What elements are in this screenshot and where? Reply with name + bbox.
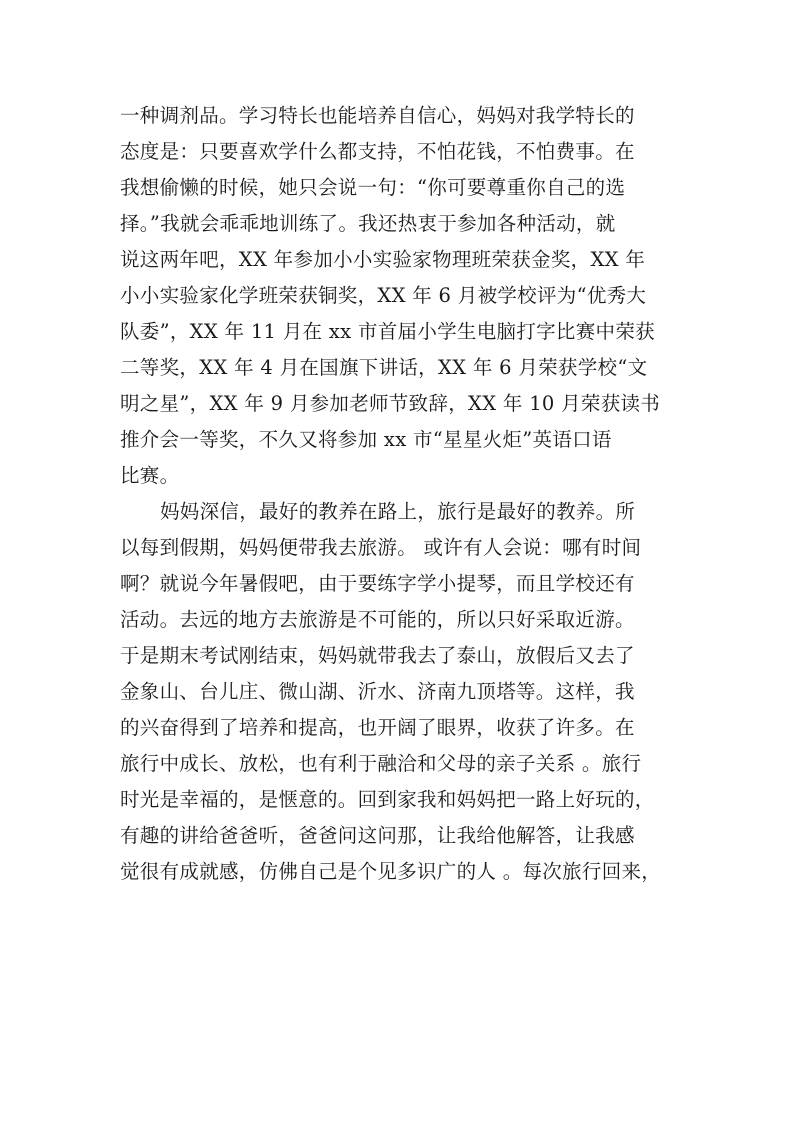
text-line: 一种调剂品。学习特长也能培养自信心，妈妈对我学特长的 xyxy=(120,104,635,127)
text-line: 觉很有成就感，仿佛自己是个见多识广的人 。每次旅行回来， xyxy=(120,860,662,883)
text-line: 态度是：只要喜欢学什么都支持，不怕花钱，不怕费事。在 xyxy=(120,140,635,163)
text-line: 比赛。 xyxy=(120,464,180,487)
text-line: 二等奖，XX 年 4 月在国旗下讲话，XX 年 6 月荣获学校“文 xyxy=(120,356,648,379)
text-line: 于是期末考试刚结束，妈妈就带我去了泰山，放假后又去了 xyxy=(120,644,635,667)
text-line: 我想偷懒的时候，她只会说一句：“你可要尊重你自己的选 xyxy=(120,176,626,199)
text-line: 的兴奋得到了培养和提高，也开阔了眼界，收获了许多。在 xyxy=(120,716,635,739)
text-line: 有趣的讲给爸爸听，爸爸问这问那，让我给他解答，让我感 xyxy=(120,824,635,847)
paragraph-first-line: 妈妈深信，最好的教养在路上，旅行是最好的教养。所 xyxy=(160,500,636,523)
text-line: 活动。去远的地方去旅游是不可能的，所以只好采取近游。 xyxy=(120,608,635,631)
text-line: 金象山、台儿庄、微山湖、沂水、济南九顶塔等。这样，我 xyxy=(120,680,635,703)
body-text xyxy=(120,98,690,890)
text-line: 以每到假期，妈妈便带我去旅游。 或许有人会说：哪有时间 xyxy=(120,536,642,559)
text-line: 小小实验家化学班荣获铜奖，XX 年 6 月被学校评为“优秀大 xyxy=(120,284,647,307)
text-line: 啊？就说今年暑假吧，由于要练字学小提琴，而且学校还有 xyxy=(120,572,635,595)
text-line: 明之星”，XX 年 9 月参加老师节致辞，XX 年 10 月荣获读书 xyxy=(120,392,661,415)
text-line: 说这两年吧，XX 年参加小小实验家物理班荣获金奖，XX 年 xyxy=(120,248,646,271)
text-line: 队委”，XX 年 11 月在 xx 市首届小学生电脑打字比赛中荣获 xyxy=(120,320,655,343)
text-line: 推介会一等奖，不久又将参加 xx 市“星星火炬”英语口语 xyxy=(120,428,612,451)
text-line: 择。”我就会乖乖地训练了。我还热衷于参加各种活动，就 xyxy=(120,212,616,235)
text-line: 旅行中成长、放松，也有利于融洽和父母的亲子关系 。旅行 xyxy=(120,752,642,775)
text-line: 时光是幸福的，是惬意的。回到家我和妈妈把一路上好玩的， xyxy=(120,788,655,811)
